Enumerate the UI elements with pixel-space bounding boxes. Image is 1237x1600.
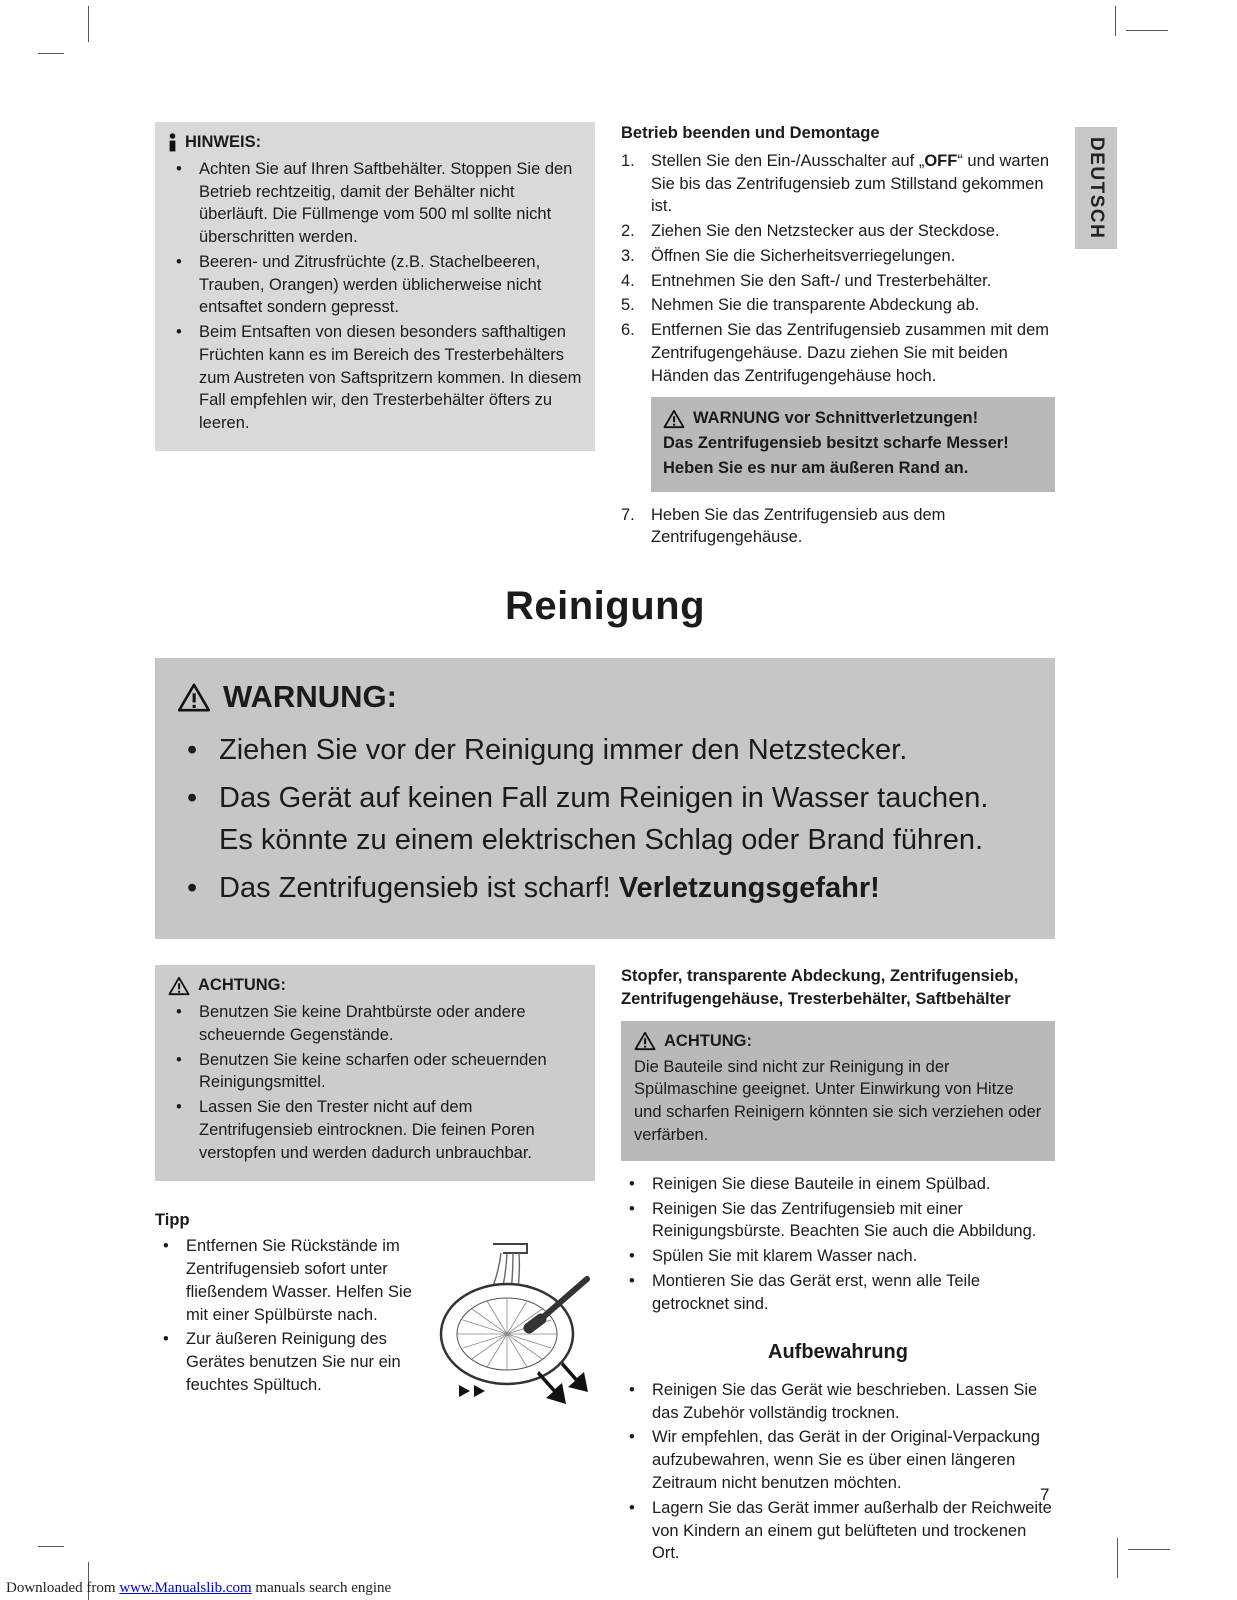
warning-icon xyxy=(168,976,190,996)
warning-title-row xyxy=(177,676,1029,719)
step-item xyxy=(621,319,1055,387)
step-number: 4. xyxy=(621,271,635,290)
step-item xyxy=(621,270,1055,293)
step-text: Ziehen Sie den Netzstecker aus der Steckdose. xyxy=(651,222,1000,241)
parts-heading: Stopfer, transparente Abdeckung, Zentrifugensieb, Zentrifugengehäuse, Tresterbehälter, Saftbehälter xyxy=(621,967,1019,1009)
dishwasher-warning-text: Die Bauteile sind nicht zur Reinigung in der Spülmaschine geeignet. Unter Einwirkung von Hitze und scharfen Reinigern könnten sie sich verziehen oder verfärben. xyxy=(634,1057,1042,1144)
crop-mark xyxy=(38,1546,64,1547)
step-item xyxy=(621,220,1055,243)
note-item: • Achten Sie auf Ihren Saftbehälter. Stoppen Sie den Betrieb rechtzeitig, damit der Behälter nicht überläuft. Die Füllmenge vom 500 ml sollte nicht überschritten werden. xyxy=(168,158,582,249)
warning-title: WARNUNG: xyxy=(223,679,397,715)
warning-icon xyxy=(663,409,685,429)
storage-item: • Wir empfehlen, das Gerät in der Original-Verpackung aufzubewahren, wenn Sie es über einen längeren Zeitraum nicht benutzen möchten. xyxy=(621,1426,1055,1494)
step-number: 1. xyxy=(621,151,635,170)
crop-mark xyxy=(1126,30,1168,31)
step-number: 6. xyxy=(621,321,635,340)
footer-prefix: Downloaded from xyxy=(6,1580,120,1596)
achtung-title-row xyxy=(168,974,582,997)
achtung-title: ACHTUNG: xyxy=(664,1031,752,1050)
verletzungsgefahr-label: Verletzungsgefahr! xyxy=(618,872,880,905)
cleaning-item: • Reinigen Sie diese Bauteile in einem Spülbad. xyxy=(621,1173,1055,1196)
tipp-section xyxy=(155,1209,595,1420)
step-item xyxy=(621,504,1055,550)
step-item xyxy=(621,245,1055,268)
cut-warning-box xyxy=(651,397,1055,491)
crop-mark xyxy=(1117,1538,1118,1578)
off-label: OFF xyxy=(924,151,958,170)
crop-mark xyxy=(38,53,64,54)
step-item xyxy=(621,150,1055,218)
language-tab xyxy=(1075,127,1117,249)
storage-item: • Lagern Sie das Gerät immer außerhalb der Reichweite von Kindern an einem gut belüfteten und trockenen Ort. xyxy=(621,1497,1055,1565)
step-text: Heben Sie das Zentrifugensieb aus dem Zentrifugengehäuse. xyxy=(651,505,946,547)
sieve-cleaning-illustration xyxy=(427,1241,595,1419)
manualslib-link[interactable]: www.Manualslib.com xyxy=(119,1580,252,1596)
achtung-title-row xyxy=(634,1030,1042,1053)
page-number: 7 xyxy=(1040,1485,1050,1504)
step-number: 7. xyxy=(621,505,635,524)
storage-list xyxy=(621,1379,1055,1565)
step-number: 5. xyxy=(621,296,635,315)
caution-item: • Benutzen Sie keine Drahtbürste oder andere scheuernde Gegenstände. xyxy=(168,1001,582,1047)
tipp-item: • Entfernen Sie Rückstände im Zentrifugensieb sofort unter fließendem Wasser. Helfen Sie mit einer Spülbürste nach. xyxy=(155,1235,427,1326)
crop-mark xyxy=(1115,6,1116,36)
hinweis-title: HINWEIS: xyxy=(185,133,262,151)
step-number: 2. xyxy=(621,222,635,241)
warning-item: • Das Zentrifugensieb ist scharf! Verletzungsgefahr! xyxy=(177,867,1029,909)
cleaning-item: • Spülen Sie mit klarem Wasser nach. xyxy=(621,1245,1055,1268)
warning-icon xyxy=(177,682,211,713)
achtung-box-left xyxy=(155,965,595,1180)
tipp-item: • Zur äußeren Reinigung des Gerätes benutzen Sie nur ein feuchtes Spültuch. xyxy=(155,1328,427,1396)
reinigung-warning-box xyxy=(155,658,1055,939)
demontage-section xyxy=(621,122,1055,551)
step-number: 3. xyxy=(621,246,635,265)
bottom-row xyxy=(155,965,1055,1567)
achtung-title: ACHTUNG: xyxy=(198,976,286,995)
storage-item: • Reinigen Sie das Gerät wie beschrieben. Lassen Sie das Zubehör vollständig trocknen. xyxy=(621,1379,1055,1425)
step-text: Entnehmen Sie den Saft-/ und Tresterbehälter. xyxy=(651,271,992,290)
cut-warning-line: Das Zentrifugensieb besitzt scharfe Messer! xyxy=(663,434,1009,453)
step-text: Stellen Sie den Ein-/Ausschalter auf „OFF“ und warten Sie bis das Zentrifugensieb zum Stillstand gekommen ist. xyxy=(651,151,1050,216)
language-tab-label: DEUTSCH xyxy=(1086,136,1108,240)
storage-title: Aufbewahrung xyxy=(768,1341,908,1364)
page-content xyxy=(155,122,1055,1567)
tipp-title: Tipp xyxy=(155,1210,190,1229)
crop-mark xyxy=(88,6,89,42)
note-item: • Beeren- und Zitrusfrüchte (z.B. Stachelbeeren, Trauben, Orangen) werden üblicherweise nicht entsaftet sondern gepresst. xyxy=(168,251,582,319)
step-item xyxy=(621,294,1055,317)
warning-icon xyxy=(634,1031,656,1051)
caution-item: • Lassen Sie den Trester nicht auf dem Zentrifugensieb eintrocknen. Die feinen Poren verstopfen und werden dadurch unbrauchbar. xyxy=(168,1096,582,1164)
info-icon xyxy=(168,133,177,152)
note-item: • Beim Entsaften von diesen besonders safthaltigen Früchten kann es im Bereich des Tresterbehälters zum Austreten von Saftspritzern kommen. In diesem Fall empfehlen wir, den Tresterbehälter öfters zu leeren. xyxy=(168,321,582,435)
dishwasher-warning-box xyxy=(621,1021,1055,1161)
caution-item: • Benutzen Sie keine scharfen oder scheuernden Reinigungsmittel. xyxy=(168,1049,582,1095)
demontage-title: Betrieb beenden und Demontage xyxy=(621,124,880,142)
warning-item: • Das Gerät auf keinen Fall zum Reinigen in Wasser tauchen. Es könnte zu einem elektrischen Schlag oder Brand führen. xyxy=(177,777,1029,861)
hinweis-title-row xyxy=(168,131,582,154)
cleaning-item: • Montieren Sie das Gerät erst, wenn alle Teile getrocknet sind. xyxy=(621,1270,1055,1316)
footer-suffix: manuals search engine xyxy=(251,1580,392,1596)
crop-mark xyxy=(1128,1549,1170,1550)
top-row xyxy=(155,122,1055,551)
step-text: Öffnen Sie die Sicherheitsverriegelungen. xyxy=(651,246,956,265)
step-text: Nehmen Sie die transparente Abdeckung ab. xyxy=(651,296,980,315)
reinigung-title: Reinigung xyxy=(504,584,706,629)
warning-item: • Ziehen Sie vor der Reinigung immer den Netzstecker. xyxy=(177,729,1029,771)
step-text: Entfernen Sie das Zentrifugensieb zusammen mit dem Zentrifugengehäuse. Dazu ziehen Sie mit beiden Händen das Zentrifugengehäuse hoch. xyxy=(651,321,1050,385)
cut-warning-line: WARNUNG vor Schnittverletzungen! xyxy=(663,407,1043,430)
cut-warning-line: Heben Sie es nur am äußeren Rand an. xyxy=(663,458,969,477)
cleaning-item: • Reinigen Sie das Zentrifugensieb mit einer Reinigungsbürste. Beachten Sie auch die Abbildung. xyxy=(621,1198,1055,1244)
cleaning-parts-section xyxy=(621,965,1055,1567)
footer xyxy=(6,1578,391,1599)
hinweis-box xyxy=(155,122,595,451)
